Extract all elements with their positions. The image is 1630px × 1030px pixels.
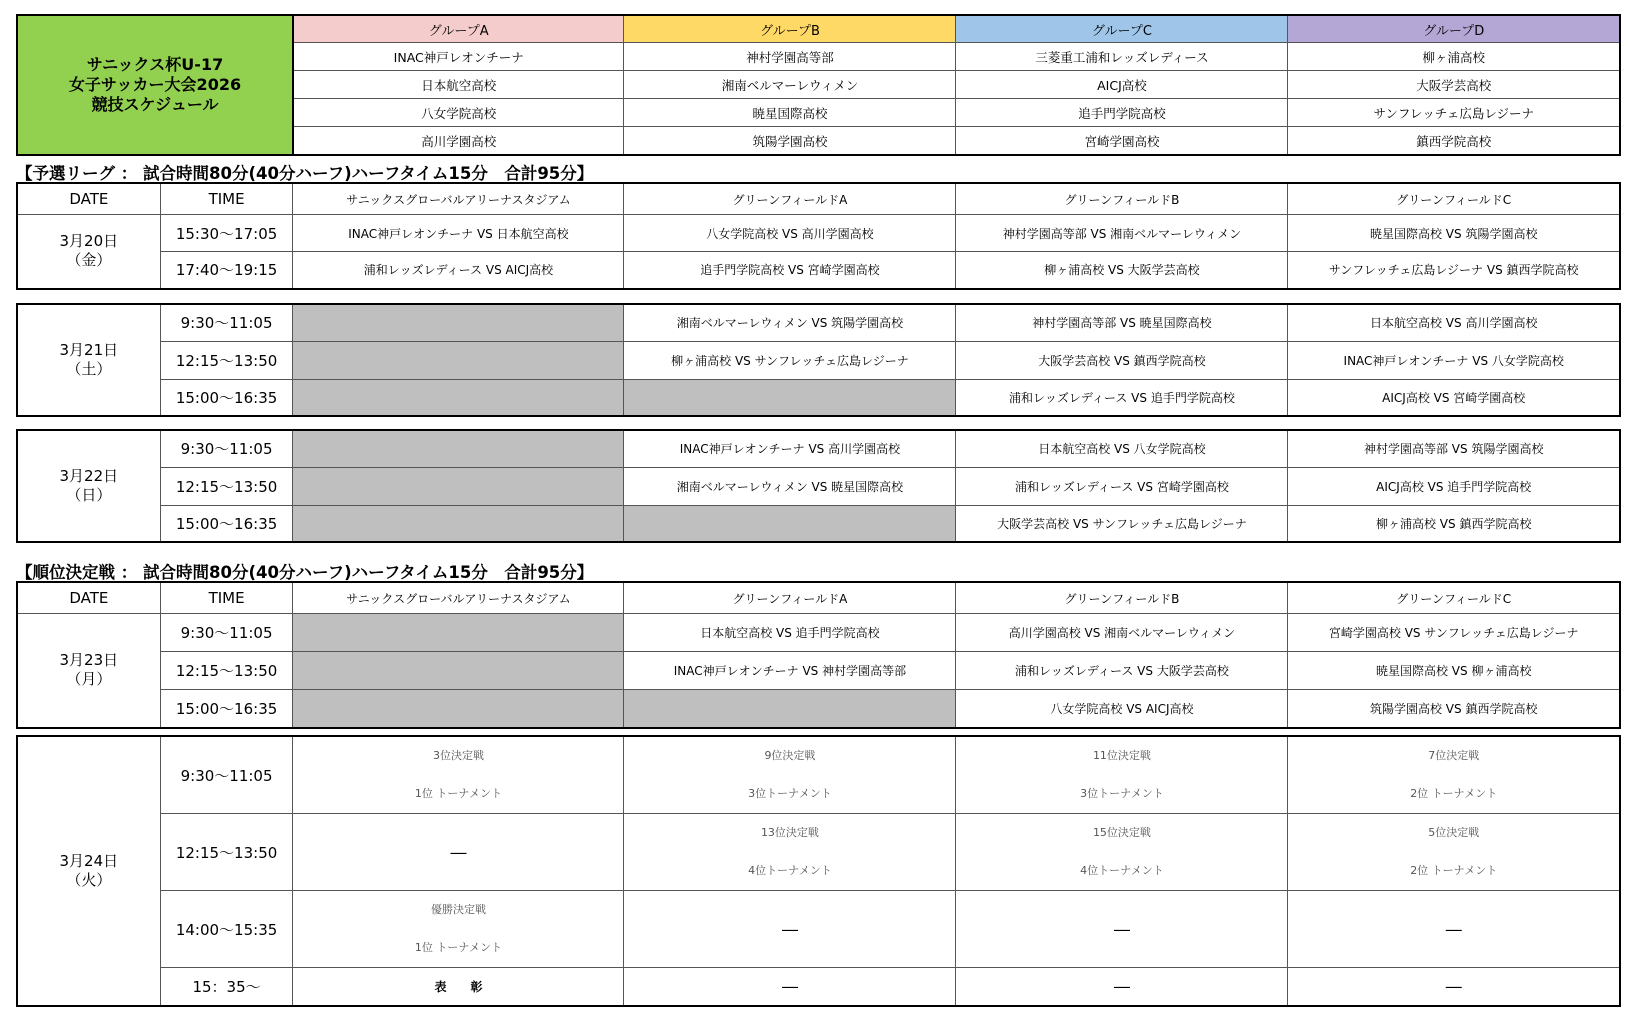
match-cell [293,891,624,968]
match-bracket: 1位 トーナメント [414,941,502,954]
match-cell: 浦和レッズレディース VS 追手門学院高校 [956,379,1288,416]
group-team: 柳ヶ浦高校 [1288,43,1620,71]
match-cell: 日本航空高校 VS 高川学園高校 [1288,304,1620,341]
match-cell: 日本航空高校 VS 追手門学院高校 [624,614,956,652]
match-cell: AICJ高校 VS 宮崎学園高校 [1288,379,1620,416]
empty-slot [293,505,624,542]
time-cell: 15：35～ [160,968,293,1006]
day-of-week: （金） [66,251,112,270]
match-title: 11位決定戦 [1092,749,1151,762]
empty-slot [293,652,624,690]
date: 3月21日 [59,341,119,359]
time-cell: 12:15～13:50 [160,652,293,690]
date-cell [17,614,160,728]
no-match-dash: ― [956,968,1288,1006]
date: 3月22日 [59,467,119,485]
match-cell: 暁星国際高校 VS 柳ヶ浦高校 [1288,652,1620,690]
day-of-week: （土） [66,360,112,378]
match-title: 5位決定戦 [1428,826,1480,839]
date: 3月20日 [59,232,119,251]
group-team: サンフレッチェ広島レジーナ [1288,99,1620,127]
header-venue-field-a: グリーンフィールドA [624,582,956,614]
match-cell: 浦和レッズレディース VS 大阪学芸高校 [956,652,1288,690]
time-cell: 9:30～11:05 [160,304,293,341]
empty-slot [624,379,956,416]
group-team: INAC神戸レオンチーナ [293,43,624,71]
time-cell: 15:30～17:05 [160,215,293,252]
award-ceremony: 表 彰 [293,968,624,1006]
title-line-2: 女子サッカー大会2026 [68,75,242,94]
header-date: DATE [17,183,160,215]
match-bracket: 2位 トーナメント [1410,864,1498,877]
match-cell: 八女学院高校 VS 高川学園高校 [624,215,956,252]
match-cell [624,814,956,891]
day-of-week: （火） [66,870,112,889]
group-team: 暁星国際高校 [624,99,956,127]
day-of-week: （日） [66,486,112,504]
match-cell: AICJ高校 VS 追手門学院高校 [1288,467,1620,505]
no-match-dash: ― [1288,891,1620,968]
group-team: 湘南ベルマーレウィメン [624,71,956,99]
group-team: AICJ高校 [956,71,1288,99]
match-cell: 筑陽学園高校 VS 鎮西学院高校 [1288,690,1620,728]
match-cell: 大阪学芸高校 VS 鎮西学院高校 [956,341,1288,379]
match-cell: 宮崎学園高校 VS サンフレッチェ広島レジーナ [1288,614,1620,652]
empty-slot [293,614,624,652]
header-venue-stadium: サニックスグローバルアリーナスタジアム [293,183,624,215]
match-cell: 神村学園高等部 VS 暁星国際高校 [956,304,1288,341]
date-cell [17,215,160,289]
league-day3-table [16,429,1621,543]
ranking-section-title: 【順位決定戦 ： 試合時間80分(40分ハーフ)ハーフタイム15分 合計95分】 [16,563,594,582]
match-cell: 暁星国際高校 VS 筑陽学園高校 [1288,215,1620,252]
match-cell [1288,736,1620,814]
header-venue-field-a: グリーンフィールドA [624,183,956,215]
group-team: 高川学園高校 [293,127,624,156]
group-team: 八女学院高校 [293,99,624,127]
time-cell: 12:15～13:50 [160,814,293,891]
match-cell: 神村学園高等部 VS 筑陽学園高校 [1288,430,1620,467]
match-title: 13位決定戦 [760,826,819,839]
header-time: TIME [160,582,293,614]
group-team: 日本航空高校 [293,71,624,99]
header-venue-field-c: グリーンフィールドC [1288,582,1620,614]
time-cell: 12:15～13:50 [160,467,293,505]
title-line-3: 競技スケジュール [91,95,219,114]
time-cell: 15:00～16:35 [160,505,293,542]
match-cell: INAC神戸レオンチーナ VS 八女学院高校 [1288,341,1620,379]
match-cell: 湘南ベルマーレウィメン VS 筑陽学園高校 [624,304,956,341]
no-match-dash: ― [956,891,1288,968]
time-cell: 17:40～19:15 [160,252,293,289]
date-cell [17,430,160,542]
time-cell: 15:00～16:35 [160,379,293,416]
match-cell [1288,814,1620,891]
empty-slot [293,379,624,416]
group-team: 鎮西学院高校 [1288,127,1620,156]
league-section-title: 【予選リーグ ： 試合時間80分(40分ハーフ)ハーフタイム15分 合計95分】 [16,164,594,183]
no-match-dash: ― [624,968,956,1006]
group-team: 大阪学芸高校 [1288,71,1620,99]
match-bracket: 3位トーナメント [1080,787,1164,800]
no-match-dash: ― [624,891,956,968]
time-cell: 9:30～11:05 [160,614,293,652]
date: 3月24日 [59,851,119,870]
match-cell: サンフレッチェ広島レジーナ VS 鎮西学院高校 [1288,252,1620,289]
date: 3月23日 [59,651,119,670]
group-a-header: グループA [293,15,624,43]
match-cell: 高川学園高校 VS 湘南ベルマーレウィメン [956,614,1288,652]
empty-slot [624,690,956,728]
time-cell: 9:30～11:05 [160,430,293,467]
header-time: TIME [160,183,293,215]
match-cell: INAC神戸レオンチーナ VS 神村学園高等部 [624,652,956,690]
match-cell: INAC神戸レオンチーナ VS 高川学園高校 [624,430,956,467]
group-team: 筑陽学園高校 [624,127,956,156]
empty-slot [293,430,624,467]
ranking-day4-table [16,581,1621,729]
match-cell [293,736,624,814]
match-bracket: 2位 トーナメント [1410,787,1498,800]
group-team: 三菱重工浦和レッズレディース [956,43,1288,71]
match-bracket: 3位トーナメント [748,787,832,800]
match-cell: 日本航空高校 VS 八女学院高校 [956,430,1288,467]
match-cell: 八女学院高校 VS AICJ高校 [956,690,1288,728]
no-match-dash: ― [1288,968,1620,1006]
match-cell: 柳ヶ浦高校 VS 大阪学芸高校 [956,252,1288,289]
time-cell: 12:15～13:50 [160,341,293,379]
title-line-1: サニックス杯U-17 [86,55,224,74]
group-b-header: グループB [624,15,956,43]
match-title: 優勝決定戦 [430,903,486,916]
header-venue-stadium: サニックスグローバルアリーナスタジアム [293,582,624,614]
empty-slot [293,341,624,379]
header-venue-field-b: グリーンフィールドB [956,582,1288,614]
time-cell: 15:00～16:35 [160,690,293,728]
match-title: 15位決定戦 [1092,826,1151,839]
no-match-dash: ― [293,814,624,891]
day-of-week: （月） [66,670,112,689]
date-cell [17,304,160,416]
empty-slot [293,304,624,341]
empty-slot [293,467,624,505]
time-cell: 14:00～15:35 [160,891,293,968]
empty-slot [293,690,624,728]
match-cell: 大阪学芸高校 VS サンフレッチェ広島レジーナ [956,505,1288,542]
match-bracket: 4位トーナメント [748,864,832,877]
groups-table [16,14,1621,156]
match-cell: 追手門学院高校 VS 宮崎学園高校 [624,252,956,289]
header-venue-field-b: グリーンフィールドB [956,183,1288,215]
match-title: 7位決定戦 [1428,749,1480,762]
match-bracket: 1位 トーナメント [414,787,502,800]
tournament-title [17,15,293,155]
match-cell: 柳ヶ浦高校 VS 鎮西学院高校 [1288,505,1620,542]
league-day1-table [16,182,1621,290]
date-cell [17,736,160,1006]
group-team: 神村学園高等部 [624,43,956,71]
match-cell [956,736,1288,814]
match-cell: 湘南ベルマーレウィメン VS 暁星国際高校 [624,467,956,505]
match-cell: INAC神戸レオンチーナ VS 日本航空高校 [293,215,624,252]
match-cell [956,814,1288,891]
time-cell: 9:30～11:05 [160,736,293,814]
match-cell: 浦和レッズレディース VS 宮崎学園高校 [956,467,1288,505]
group-team: 追手門学院高校 [956,99,1288,127]
header-venue-field-c: グリーンフィールドC [1288,183,1620,215]
empty-slot [624,505,956,542]
match-cell: 浦和レッズレディース VS AICJ高校 [293,252,624,289]
match-bracket: 4位トーナメント [1080,864,1164,877]
match-cell: 神村学園高等部 VS 湘南ベルマーレウィメン [956,215,1288,252]
header-date: DATE [17,582,160,614]
match-title: 3位決定戦 [432,749,484,762]
ranking-day5-table [16,735,1621,1007]
group-c-header: グループC [956,15,1288,43]
group-d-header: グループD [1288,15,1620,43]
match-title: 9位決定戦 [764,749,816,762]
match-cell [624,736,956,814]
match-cell: 柳ヶ浦高校 VS サンフレッチェ広島レジーナ [624,341,956,379]
league-day2-table [16,303,1621,417]
group-team: 宮崎学園高校 [956,127,1288,156]
